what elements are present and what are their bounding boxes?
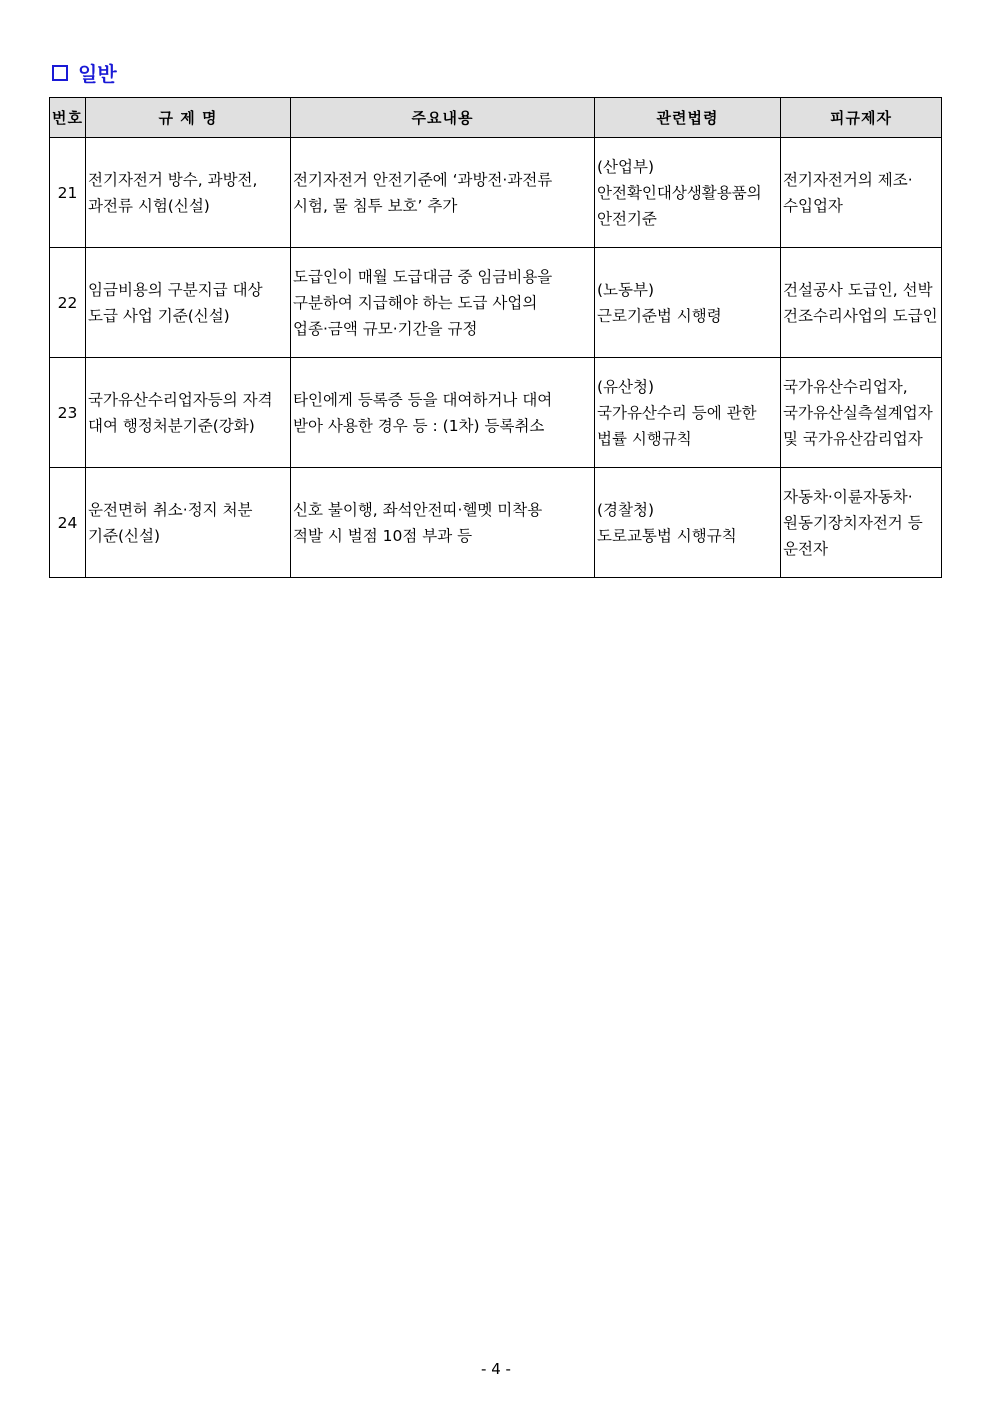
regulated-party-line: 건조수리사업의 도급인 [783,306,938,325]
main-content-line: 구분하여 지급해야 하는 도급 사업의 [293,293,538,312]
related-law-cell [595,248,781,358]
header-regulation-name: 규 제 명 [86,98,291,138]
related-law-line: (유산청) [597,377,655,396]
main-content-cell [291,248,595,358]
main-content-line: 적발 시 벌점 10점 부과 등 [293,526,473,545]
regulated-party-cell [781,468,942,578]
regulation-table [49,97,942,578]
header-related-law: 관련법령 [595,98,781,138]
table-row [50,248,942,358]
regulation-name-cell [86,468,291,578]
related-law-cell [595,138,781,248]
square-outline-icon [52,65,68,81]
related-law-cell [595,358,781,468]
row-number: 21 [50,138,86,248]
related-law-line: 국가유산수리 등에 관한 [597,403,757,422]
page-number: - 4 - [481,1360,511,1378]
regulated-party-line: 국가유산수리업자, [783,377,908,396]
regulated-party-line: 및 국가유산감리업자 [783,429,923,448]
related-law-line: (경찰청) [597,500,655,519]
main-content-cell [291,138,595,248]
main-content-line: 도급인이 매월 도급대금 중 임금비용을 [293,267,553,286]
main-content-line: 업종·금액 규모·기간을 규정 [293,319,478,338]
main-content-line: 전기자전거 안전기준에 ‘과방전·과전류 [293,170,553,189]
regulated-party-line: 건설공사 도급인, 선박 [783,280,933,299]
related-law-line: 근로기준법 시행령 [597,306,722,325]
main-content-line: 시험, 물 침투 보호’ 추가 [293,196,458,215]
regulated-party-line: 전기자전거의 제조· [783,170,913,189]
main-content-cell [291,358,595,468]
regulated-party-line: 국가유산실측설계업자 [783,403,933,422]
row-number: 22 [50,248,86,358]
regulation-name-line: 운전면허 취소·정지 처분 [88,500,253,519]
table-row [50,358,942,468]
regulation-name-cell [86,248,291,358]
main-content-cell [291,468,595,578]
table-row [50,138,942,248]
regulation-name-line: 임금비용의 구분지급 대상 [88,280,263,299]
regulated-party-line: 자동차·이륜자동차· [783,487,913,506]
regulated-party-line: 운전자 [783,539,828,558]
main-content-line: 타인에게 등록증 등을 대여하거나 대여 [293,390,553,409]
table-row [50,468,942,578]
header-main-content: 주요내용 [291,98,595,138]
regulation-name-cell [86,358,291,468]
row-number: 23 [50,358,86,468]
regulated-party-cell [781,358,942,468]
table-header-row [50,98,942,138]
regulation-name-line: 전기자전거 방수, 과방전, [88,170,258,189]
section-title: 일반 [78,62,117,86]
regulation-name-cell [86,138,291,248]
regulated-party-line: 수입업자 [783,196,843,215]
related-law-line: 법률 시행규칙 [597,429,692,448]
regulated-party-line: 원동기장치자전거 등 [783,513,923,532]
regulation-name-line: 대여 행정처분기준(강화) [88,416,255,435]
header-regulated-party: 피규제자 [781,98,942,138]
regulation-name-line: 과전류 시험(신설) [88,196,210,215]
main-content-line: 신호 불이행, 좌석안전띠·헬멧 미착용 [293,500,543,519]
related-law-line: 안전기준 [597,209,657,228]
row-number: 24 [50,468,86,578]
related-law-line: (산업부) [597,157,655,176]
regulated-party-cell [781,138,942,248]
related-law-line: (노동부) [597,280,655,299]
related-law-cell [595,468,781,578]
regulation-name-line: 국가유산수리업자등의 자격 [88,390,273,409]
section-heading [52,58,117,87]
regulation-name-line: 도급 사업 기준(신설) [88,306,230,325]
regulated-party-cell [781,248,942,358]
related-law-line: 도로교통법 시행규칙 [597,526,737,545]
header-number: 번호 [50,98,86,138]
main-content-line: 받아 사용한 경우 등 : (1차) 등록취소 [293,416,545,435]
regulation-name-line: 기준(신설) [88,526,160,545]
related-law-line: 안전확인대상생활용품의 [597,183,762,202]
